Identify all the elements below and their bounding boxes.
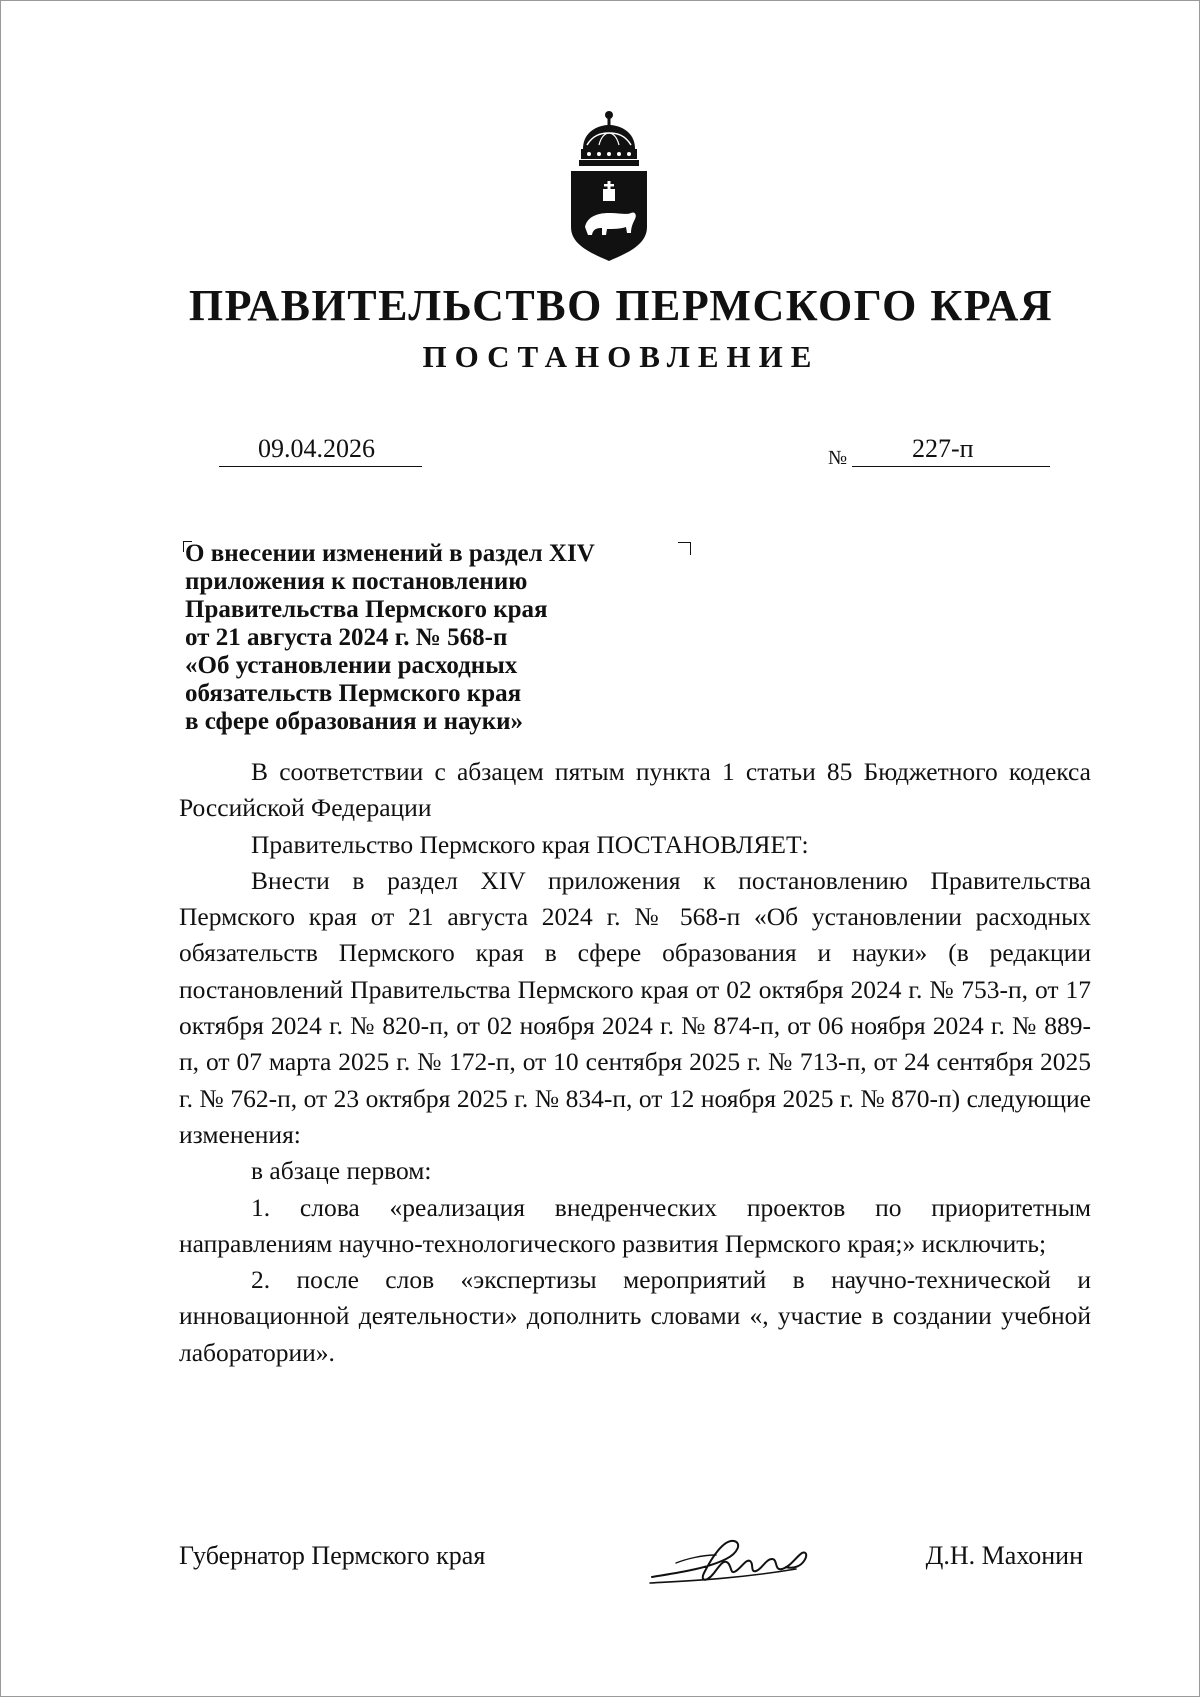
subject-line: обязательств Пермского края (185, 680, 522, 707)
document-number: 227-п (852, 432, 1050, 467)
signatory-position: Губернатор Пермского края (179, 1541, 486, 1570)
document-body (179, 754, 1091, 1371)
number-label: № (828, 447, 848, 469)
signature-block (1, 1541, 1200, 1601)
body-paragraph: Правительство Пермского края ПОСТАНОВЛЯЕТ: (251, 829, 809, 859)
signatory-name: Д.Н. Махонин (925, 1541, 1083, 1570)
document-subject (185, 540, 665, 736)
subject-line: в сфере образования и науки» (185, 708, 524, 735)
body-paragraph: Внести в раздел XIV приложения к постановлению Правительства Пермского края от 21 августа 2024 г. № 568-п «Об установлении расходных обязательств Пермского края в сфере образования и науки» (в редакции постановлений Правительства Пермского края от 02 октября 2024 г. № 753-п, от 17 октября 2024 г. № 820-п, от 02 ноября 2024 г. № 874-п, от 06 ноября 2024 г. № 889-п, от 07 марта 2025 г. № 172-п, от 10 сентября 2025 г. № 713-п, от 24 сентября 2025 г. № 762-п, от 23 октября 2025 г. № 834-п, от 12 ноября 2025 г. № 870-п) следующие изменения: (179, 865, 1091, 1149)
subject-line: приложения к постановлению (185, 568, 528, 595)
subject-line: «Об установлении расходных (185, 652, 518, 679)
body-paragraph: 1. слова «реализация внедренческих проектов по приоритетным направлениям научно-технологического развития Пермского края;» исключить; (179, 1192, 1091, 1258)
document-type: ПОСТАНОВЛЕНИЕ (422, 339, 820, 374)
body-paragraph: 2. после слов «экспертизы мероприятий в научно-технической и инновационной деятельности» дополнить словами «, участие в создании учебной лаборатории». (179, 1265, 1091, 1367)
subject-corner-right (678, 542, 691, 555)
handwritten-signature-icon (646, 1529, 816, 1593)
body-paragraph: В соответствии с абзацем пятым пункта 1 статьи 85 Бюджетного кодекса Российской Федерации (179, 757, 1091, 823)
perm-krai-coat-of-arms-icon (569, 109, 649, 265)
subject-line: О внесении изменений в раздел XIV (185, 540, 595, 567)
body-paragraph: в абзаце первом: (251, 1156, 432, 1186)
subject-line: Правительства Пермского края (185, 596, 548, 623)
document-date: 09.04.2026 (219, 432, 422, 467)
organization-title: ПРАВИТЕЛЬСТВО ПЕРМСКОГО КРАЯ (188, 281, 1054, 330)
subject-line: от 21 августа 2024 г. № 568-п (185, 624, 508, 651)
